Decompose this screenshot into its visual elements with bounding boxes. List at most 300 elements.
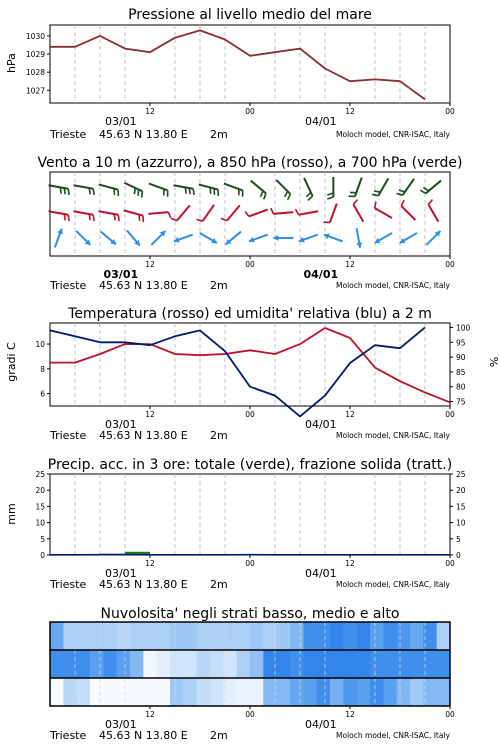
barb-flag	[171, 218, 177, 220]
barb-shaft	[249, 210, 268, 217]
cloud-cell-alto	[50, 622, 64, 650]
barb-shaft	[48, 185, 68, 188]
cloud-cell-basso	[117, 678, 131, 706]
wind-barb-850-hPa	[271, 208, 293, 214]
temp-y-axis-label: gradi C	[5, 342, 18, 382]
barb-flag	[138, 190, 139, 196]
cloud-cell-medio	[397, 650, 411, 678]
x-tick-label: 12	[145, 559, 155, 568]
y-tick-label-right: 85	[456, 367, 466, 377]
cloud-cell-basso	[143, 678, 157, 706]
temperature-line	[50, 328, 450, 402]
wind-barb-850-hPa	[48, 211, 69, 221]
cloud-cell-basso	[383, 678, 397, 706]
cloud-cell-alto	[157, 622, 171, 650]
y-tick-label: 1027	[25, 86, 45, 96]
barb-shaft	[426, 181, 441, 194]
wind-footer	[49, 279, 451, 292]
barb-flag	[372, 194, 378, 195]
wind-barb-850-hPa	[197, 205, 215, 221]
barb-shaft	[378, 178, 388, 195]
cloud-cell-alto	[130, 622, 144, 650]
cloud-cell-basso	[330, 678, 344, 706]
y-tick-label-right: 80	[456, 382, 466, 392]
cloud-cell-medio	[143, 650, 157, 678]
wind-barb-850-hPa	[245, 210, 268, 217]
pressure-chart-title: Pressione al livello medio del mare	[128, 7, 372, 23]
date-label: 03/01	[104, 115, 137, 128]
footer-elevation: 2m	[210, 729, 228, 742]
cloud-cell-alto	[90, 622, 104, 650]
x-tick-label: 00	[445, 710, 455, 719]
y-tick-label: 1029	[25, 50, 45, 60]
cloud-cell-alto	[383, 622, 397, 650]
cloud-cell-basso	[90, 678, 104, 706]
wind-barb-10-m	[400, 233, 417, 243]
y-tick-label-right: 20	[456, 486, 466, 496]
wind-barb-700-hPa	[327, 177, 333, 199]
wind-barb-10-m	[299, 235, 318, 243]
wind-barb-850-hPa	[171, 205, 190, 220]
x-tick-label: 12	[345, 559, 355, 568]
wind-barb-850-hPa	[73, 211, 94, 221]
plot-frame	[50, 323, 450, 406]
barb-shaft	[149, 184, 168, 191]
barb-flag	[93, 189, 94, 195]
cloud-cell-medio	[170, 650, 184, 678]
wind-barb-10-m	[101, 232, 116, 245]
wind-barb-10-m	[375, 233, 392, 243]
barb-shaft	[304, 178, 312, 196]
y-tick-label: 10	[35, 340, 45, 350]
barb-flag	[264, 193, 266, 199]
cloud-cell-medio	[77, 650, 91, 678]
barb-shaft	[273, 212, 293, 214]
barb-flag	[189, 188, 190, 194]
cloud-cell-alto	[303, 622, 317, 650]
wind-barb-700-hPa	[199, 184, 219, 195]
cloud-cell-basso	[210, 678, 224, 706]
cloud-cell-alto	[330, 622, 344, 650]
cloud-cell-medio	[117, 650, 131, 678]
barb-flag	[285, 191, 288, 197]
cloud-cell-alto	[210, 622, 224, 650]
barb-flag	[271, 208, 274, 214]
barb-flag	[89, 214, 90, 220]
barb-shaft	[251, 181, 266, 194]
wind-barb-850-hPa	[98, 211, 119, 221]
wind-barb-850-hPa	[148, 212, 170, 218]
x-tick-label: 12	[145, 107, 155, 116]
cloud-cell-alto	[223, 622, 237, 650]
x-tick-label: 00	[245, 260, 255, 269]
wind-barb-850-hPa	[295, 209, 318, 215]
cloud-cell-alto	[103, 622, 117, 650]
barb-flag	[197, 219, 203, 221]
wind-barb-850-hPa	[221, 205, 240, 220]
cloud-cell-basso	[397, 678, 411, 706]
wind-barb-700-hPa	[276, 180, 290, 200]
barb-flag	[60, 187, 61, 193]
barb-shaft	[276, 180, 290, 194]
date-label: 03/01	[104, 718, 137, 731]
cloud-cell-basso	[237, 678, 251, 706]
footer-elevation: 2m	[210, 578, 228, 591]
barb-shaft	[403, 179, 414, 195]
precip-y-axis-label: mm	[5, 503, 18, 525]
wind-barb-700-hPa	[397, 179, 415, 195]
cloud-cell-medio	[183, 650, 197, 678]
footer-location: Trieste	[50, 578, 87, 591]
cloud-cell-basso	[410, 678, 424, 706]
barb-flag	[142, 191, 143, 197]
barb-shaft	[199, 184, 218, 189]
y-tick-label: 8	[40, 364, 45, 374]
barb-shaft	[73, 185, 93, 188]
barb-flag	[401, 200, 404, 206]
x-tick-label: 12	[345, 107, 355, 116]
cloud-cell-medio	[370, 650, 384, 678]
barb-flag	[193, 189, 194, 195]
cloud-cell-medio	[290, 650, 304, 678]
cloud-cell-basso	[250, 678, 264, 706]
cloud-cell-alto	[277, 622, 291, 650]
barb-flag	[64, 214, 65, 220]
y-tick-label: 1030	[25, 31, 45, 41]
barb-flag	[134, 188, 135, 194]
wind-barb-850-hPa	[401, 200, 415, 220]
barb-shaft	[98, 211, 118, 214]
barb-flag	[288, 194, 291, 200]
cloud-cell-basso	[370, 678, 384, 706]
barb-flag	[295, 209, 298, 215]
footer-location: Trieste	[50, 128, 87, 141]
barb-shaft	[48, 211, 68, 214]
temp-footer	[49, 429, 451, 442]
footer-credit: Moloch model, CNR-ISAC, Italy	[336, 580, 450, 589]
barb-flag	[221, 218, 227, 220]
barb-flag	[68, 189, 69, 195]
cloud-cell-alto	[117, 622, 131, 650]
y-tick-label-right: 0	[456, 551, 461, 560]
cloud-cell-alto	[250, 622, 264, 650]
y-tick-label: 10	[35, 518, 45, 528]
wind-barb-700-hPa	[73, 185, 94, 195]
barb-shaft	[298, 211, 318, 214]
cloud-cell-medio	[250, 650, 264, 678]
y-tick-label-right: 10	[456, 518, 466, 528]
plot-frame	[50, 25, 450, 103]
wind-barb-700-hPa	[149, 184, 168, 197]
footer-coords: 45.63 N 13.80 E	[99, 429, 188, 442]
cloud-cell-medio	[410, 650, 424, 678]
footer-elevation: 2m	[210, 128, 228, 141]
y-tick-label-right: 75	[456, 397, 466, 407]
y-tick-label-right: 15	[456, 502, 466, 512]
cloud-cell-alto	[410, 622, 424, 650]
cloud-cell-alto	[237, 622, 251, 650]
cloud-cell-basso	[303, 678, 317, 706]
pressure-y-axis-label: hPa	[5, 53, 18, 73]
wind-barb-10-m	[76, 231, 90, 245]
barb-flag	[327, 197, 333, 199]
date-label: 04/01	[304, 718, 337, 731]
barb-shaft	[401, 206, 415, 220]
cloud-cell-medio	[197, 650, 211, 678]
cloud-cell-medio	[317, 650, 331, 678]
cloud-cell-basso	[157, 678, 171, 706]
wind-barb-850-hPa	[375, 202, 392, 218]
footer-credit: Moloch model, CNR-ISAC, Italy	[336, 130, 450, 139]
y-tick-label: 0	[40, 551, 45, 560]
cloud-cell-medio	[303, 650, 317, 678]
x-tick-label: 00	[245, 710, 255, 719]
wind-barb-850-hPa	[324, 204, 337, 223]
cloud-footer	[49, 729, 451, 742]
x-tick-label: 00	[445, 410, 455, 419]
cloud-chart	[50, 622, 455, 731]
cloud-cell-medio	[343, 650, 357, 678]
wind-barb-10-m	[55, 229, 63, 248]
pressure-footer	[49, 128, 451, 141]
y-tick-label-right: 90	[456, 353, 466, 363]
barb-shaft	[203, 205, 214, 221]
wind-barb-850-hPa	[428, 200, 438, 222]
barb-shaft	[99, 184, 118, 189]
cloud-cell-basso	[103, 678, 117, 706]
barb-flag	[420, 190, 425, 193]
barb-arrowhead	[273, 235, 278, 241]
date-label: 04/01	[304, 418, 337, 431]
footer-elevation: 2m	[210, 279, 228, 292]
barb-flag	[353, 200, 357, 205]
y-tick-label: 25	[35, 470, 45, 479]
pressure-line	[50, 30, 425, 99]
wind-barb-10-m	[249, 235, 268, 243]
cloud-cell-medio	[130, 650, 144, 678]
date-label: 03/01	[104, 567, 137, 580]
y-tick-label: 6	[40, 389, 45, 399]
wind-barb-10-m	[200, 233, 217, 243]
barb-shaft	[375, 208, 392, 218]
cloud-cell-medio	[423, 650, 437, 678]
cloud-cell-basso	[437, 678, 451, 706]
cloud-cell-medio	[223, 650, 237, 678]
barb-flag	[245, 211, 249, 216]
wind-barb-10-m	[151, 231, 165, 245]
wind-chart-title: Vento a 10 m (azzurro), a 850 hPa (rosso), a 700 hPa (verde)	[37, 155, 463, 171]
date-label: 04/01	[304, 567, 337, 580]
humidity-line	[50, 327, 425, 416]
cloud-cell-basso	[357, 678, 371, 706]
footer-location: Trieste	[50, 279, 87, 292]
barb-flag	[399, 190, 405, 192]
barb-shaft	[148, 212, 168, 214]
wind-barb-700-hPa	[420, 181, 441, 194]
barb-flag	[261, 191, 263, 197]
date-label: 04/01	[304, 115, 337, 128]
barb-shaft	[353, 204, 363, 221]
cloud-cell-alto	[437, 622, 451, 650]
x-tick-label: 12	[345, 410, 355, 419]
cloud-cell-medio	[437, 650, 451, 678]
temp-chart-title: Temperatura (rosso) ed umidita' relativa (blu) a 2 m	[68, 306, 432, 322]
cloud-cell-basso	[183, 678, 197, 706]
cloud-cell-alto	[77, 622, 91, 650]
y-tick-label-right: 5	[456, 534, 461, 544]
barb-shaft	[428, 204, 438, 221]
cloud-cell-basso	[50, 678, 64, 706]
wind-barb-700-hPa	[251, 181, 266, 200]
x-tick-label: 00	[445, 107, 455, 116]
footer-location: Trieste	[50, 429, 87, 442]
x-tick-label: 00	[245, 410, 255, 419]
wind-barb-700-hPa	[224, 184, 243, 197]
cloud-cell-medio	[210, 650, 224, 678]
cloud-cell-alto	[370, 622, 384, 650]
cloud-cell-alto	[183, 622, 197, 650]
cloud-cell-basso	[170, 678, 184, 706]
cloud-cell-alto	[343, 622, 357, 650]
x-tick-label: 12	[145, 410, 155, 419]
wind-barb-850-hPa	[353, 200, 363, 222]
barb-flag	[168, 212, 171, 218]
cloud-cell-basso	[423, 678, 437, 706]
x-tick-label: 00	[445, 260, 455, 269]
footer-credit: Moloch model, CNR-ISAC, Italy	[336, 431, 450, 440]
footer-coords: 45.63 N 13.80 E	[99, 578, 188, 591]
barb-shaft	[173, 185, 193, 188]
barb-shaft	[227, 205, 240, 220]
barb-shaft	[124, 210, 143, 215]
cloud-cell-medio	[357, 650, 371, 678]
cloud-cell-medio	[50, 650, 64, 678]
cloud-cell-basso	[130, 678, 144, 706]
precip-footer	[49, 578, 451, 591]
cloud-cell-alto	[143, 622, 157, 650]
wind-barb-700-hPa	[349, 178, 362, 197]
footer-coords: 45.63 N 13.80 E	[99, 128, 188, 141]
cloud-cell-medio	[90, 650, 104, 678]
footer-elevation: 2m	[210, 429, 228, 442]
cloud-cell-alto	[197, 622, 211, 650]
wind-barb-10-m	[174, 235, 193, 243]
footer-coords: 45.63 N 13.80 E	[99, 729, 188, 742]
wind-barb-700-hPa	[372, 178, 388, 195]
date-label: 04/01	[303, 268, 339, 281]
barb-shaft	[73, 211, 93, 214]
wind-barb-10-m	[426, 231, 440, 245]
x-tick-label: 00	[245, 559, 255, 568]
cloud-cell-basso	[197, 678, 211, 706]
cloud-cell-alto	[317, 622, 331, 650]
wind-barb-10-m	[324, 234, 343, 242]
cloud-cell-basso	[317, 678, 331, 706]
cloud-cell-medio	[237, 650, 251, 678]
cloud-cell-basso	[277, 678, 291, 706]
footer-credit: Moloch model, CNR-ISAC, Italy	[336, 281, 450, 290]
y-tick-label: 1028	[25, 68, 45, 78]
cloud-cell-medio	[330, 650, 344, 678]
wind-barb-10-m	[127, 230, 140, 245]
barb-flag	[93, 215, 94, 221]
barb-shaft	[224, 184, 243, 191]
y-tick-label: 15	[35, 502, 45, 512]
cloud-cell-basso	[223, 678, 237, 706]
barb-flag	[306, 192, 311, 196]
wind-barb-10-m	[226, 232, 241, 245]
x-tick-label: 12	[145, 710, 155, 719]
cloud-cell-basso	[290, 678, 304, 706]
wind-barb-700-hPa	[173, 185, 194, 195]
barb-flag	[428, 200, 432, 205]
barb-flag	[89, 188, 90, 194]
wind-barb-700-hPa	[48, 185, 69, 195]
cloud-cell-medio	[103, 650, 117, 678]
y-tick-label: 5	[40, 534, 45, 544]
precip-chart-title: Precip. acc. in 3 ore: totale (verde), frazione solida (tratt.)	[47, 457, 453, 473]
x-tick-label: 12	[145, 260, 155, 269]
barb-shaft	[355, 178, 362, 197]
footer-coords: 45.63 N 13.80 E	[99, 279, 188, 292]
footer-credit: Moloch model, CNR-ISAC, Italy	[336, 731, 450, 740]
barb-flag	[374, 191, 380, 192]
footer-location: Trieste	[50, 729, 87, 742]
cloud-cell-alto	[290, 622, 304, 650]
cloud-cell-alto	[170, 622, 184, 650]
cloud-chart-title: Nuvolosita' negli strati basso, medio e alto	[100, 606, 400, 622]
cloud-cell-medio	[277, 650, 291, 678]
wind-barb-700-hPa	[304, 178, 312, 200]
cloud-cell-alto	[397, 622, 411, 650]
cloud-cell-alto	[357, 622, 371, 650]
cloud-cell-medio	[383, 650, 397, 678]
date-label: 03/01	[103, 268, 139, 281]
wind-barb-700-hPa	[124, 183, 142, 198]
barb-flag	[118, 215, 119, 221]
barb-flag	[397, 193, 403, 195]
barb-flag	[64, 188, 65, 194]
precip-chart	[35, 470, 465, 580]
barb-flag	[308, 196, 313, 200]
cloud-cell-medio	[157, 650, 171, 678]
barb-flag	[423, 188, 428, 191]
barb-flag	[185, 187, 186, 193]
humidity-y-axis-label: %	[487, 356, 500, 368]
cloud-cell-basso	[343, 678, 357, 706]
wind-barb-10-m	[273, 235, 293, 241]
barb-shaft	[177, 205, 190, 220]
cloud-cell-alto	[423, 622, 437, 650]
y-tick-label-right: 100	[456, 323, 471, 333]
y-tick-label-right: 95	[456, 338, 466, 348]
barb-flag	[68, 215, 69, 221]
barb-flag	[114, 214, 115, 220]
cloud-cell-basso	[77, 678, 91, 706]
x-tick-label: 00	[445, 559, 455, 568]
wind-barb-850-hPa	[124, 210, 144, 221]
x-tick-label: 12	[345, 260, 355, 269]
wind-chart	[48, 172, 455, 281]
wind-barb-10-m	[356, 228, 362, 248]
barb-shaft	[124, 183, 142, 191]
barb-shaft	[330, 204, 337, 223]
x-tick-label: 00	[245, 107, 255, 116]
y-tick-label: 20	[35, 486, 45, 496]
x-tick-label: 12	[345, 710, 355, 719]
plot-frame	[50, 474, 450, 555]
date-label: 03/01	[104, 418, 137, 431]
